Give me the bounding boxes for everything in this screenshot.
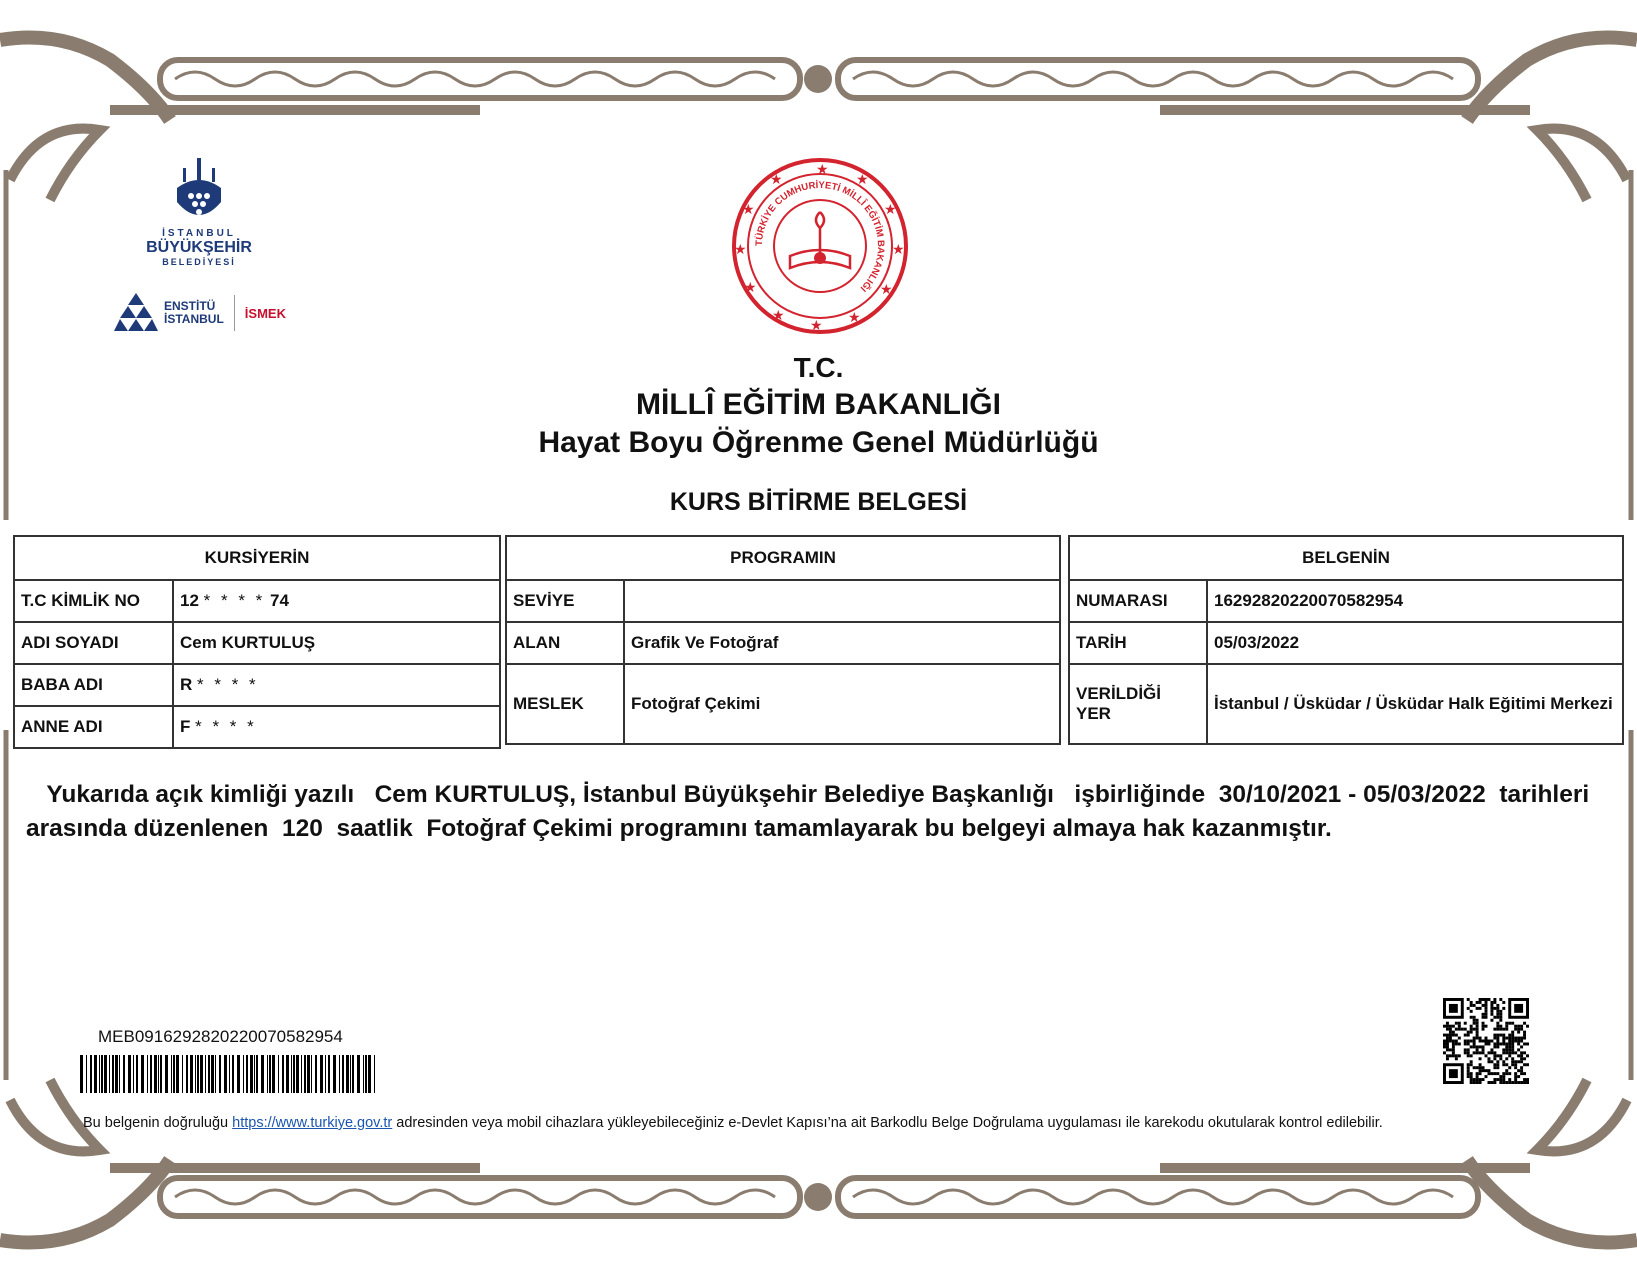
certificate-statement: Yukarıda açık kimliği yazılı Cem KURTULUŞ, İstanbul Büyükşehir Belediye Başkanlığı işbirliğinde 30/10/2021 - 05/03/2022 tarihleri arasında düzenlenen 120 saatlik Fotoğraf Çekimi programını tamamlayarak bu belgeyi almaya hak kazanmıştır. bbox=[26, 781, 1596, 842]
field-value: Grafik Ve Fotoğraf bbox=[624, 622, 1060, 664]
footer-text-after: adresinden veya mobil cihazlara yükleyebileceğiniz e-Devlet Kapısı’na ait Barkodlu Belge Doğrulama uygulaması ile karekodu okutularak kontrol edilebilir. bbox=[392, 1115, 1383, 1131]
place-value: İstanbul / Üsküdar / Üsküdar Halk Eğitimi Merkezi bbox=[1207, 664, 1623, 744]
table-row bbox=[14, 622, 500, 664]
table-row bbox=[1069, 622, 1623, 664]
program-table bbox=[505, 535, 1061, 745]
logo-divider bbox=[234, 295, 235, 331]
father-stars: * * * * bbox=[197, 675, 259, 694]
program-heading: PROGRAMIN bbox=[506, 536, 1060, 580]
directorate-title: Hayat Boyu Öğrenme Genel Müdürlüğü bbox=[538, 426, 1099, 459]
field-label: ALAN bbox=[506, 622, 624, 664]
svg-text:★: ★ bbox=[734, 241, 747, 257]
verification-note bbox=[83, 1115, 1383, 1131]
ibb-line1: İSTANBUL bbox=[162, 228, 236, 239]
tc-stars: * * * * bbox=[203, 591, 266, 610]
svg-text:★: ★ bbox=[744, 279, 757, 295]
table-row bbox=[14, 664, 500, 706]
enstitu-triangle-icon bbox=[114, 293, 158, 333]
table-row bbox=[506, 664, 1060, 744]
level-value bbox=[624, 580, 1060, 622]
mother-value bbox=[173, 706, 500, 748]
svg-text:★: ★ bbox=[880, 281, 893, 297]
name-value: Cem KURTULUŞ bbox=[173, 622, 500, 664]
svg-text:★: ★ bbox=[848, 309, 861, 325]
mother-label: ANNE ADI bbox=[14, 706, 173, 748]
ibb-line2: BÜYÜKŞEHİR bbox=[146, 239, 252, 256]
qr-code-icon[interactable] bbox=[1443, 998, 1529, 1084]
meb-seal-icon bbox=[730, 156, 910, 336]
name-label: ADI SOYADI bbox=[14, 622, 173, 664]
mother-stars: * * * * bbox=[195, 717, 257, 736]
mother-initial: F bbox=[180, 717, 191, 736]
document-title: KURS BİTİRME BELGESİ bbox=[669, 488, 968, 516]
occupation-label: MESLEK bbox=[506, 664, 624, 744]
number-label: NUMARASI bbox=[1069, 580, 1207, 622]
certificate-table bbox=[1068, 535, 1624, 745]
svg-text:★: ★ bbox=[892, 241, 905, 257]
ibb-emblem-icon bbox=[169, 158, 229, 226]
svg-text:★: ★ bbox=[742, 201, 755, 217]
barcode-number: MEB0916292820220070582954 bbox=[98, 1027, 343, 1046]
trainee-table bbox=[13, 535, 501, 749]
enstitu-line1: ENSTİTÜ bbox=[164, 299, 216, 313]
country-title: T.C. bbox=[793, 352, 844, 383]
svg-text:★: ★ bbox=[856, 171, 869, 187]
table-row bbox=[14, 706, 500, 748]
svg-text:★: ★ bbox=[770, 171, 783, 187]
svg-text:★: ★ bbox=[816, 161, 829, 177]
number-value: 16292820220070582954 bbox=[1207, 580, 1623, 622]
table-row bbox=[14, 580, 500, 622]
table-row bbox=[506, 580, 1060, 622]
svg-text:★: ★ bbox=[772, 307, 785, 323]
place-label: VERİLDİĞİ YER bbox=[1069, 664, 1207, 744]
svg-text:★: ★ bbox=[810, 317, 823, 333]
tc-suffix: 74 bbox=[270, 591, 289, 610]
father-initial: R bbox=[180, 675, 193, 694]
table-row bbox=[506, 622, 1060, 664]
father-value bbox=[173, 664, 500, 706]
svg-text:★: ★ bbox=[884, 201, 897, 217]
barcode-icon bbox=[80, 1055, 380, 1093]
turkiye-gov-link[interactable]: https://www.turkiye.gov.tr bbox=[232, 1115, 393, 1131]
ibb-logo bbox=[140, 158, 258, 267]
occupation-value: Fotoğraf Çekimi bbox=[624, 664, 1060, 744]
certificate-heading: BELGENİN bbox=[1069, 536, 1623, 580]
ismek-text: İSMEK bbox=[244, 305, 286, 321]
seal-text: TÜRKİYE CUMHURİYETİ MİLLÎ EĞİTİM BAKANLIĞI bbox=[753, 179, 887, 294]
father-label: BABA ADI bbox=[14, 664, 173, 706]
trainee-heading: KURSİYERİN bbox=[14, 536, 500, 580]
date-value: 05/03/2022 bbox=[1207, 622, 1623, 664]
enstitu-line2: İSTANBUL bbox=[164, 312, 224, 326]
ministry-title: MİLLÎ EĞİTİM BAKANLIĞI bbox=[636, 388, 1001, 421]
tc-label: T.C KİMLİK NO bbox=[14, 580, 173, 622]
ibb-line3: BELEDİYESİ bbox=[162, 257, 236, 267]
table-row bbox=[1069, 664, 1623, 744]
level-label: SEVİYE bbox=[506, 580, 624, 622]
table-row bbox=[1069, 580, 1623, 622]
tc-prefix: 12 bbox=[180, 591, 199, 610]
enstitu-ismek-logo bbox=[114, 293, 286, 333]
date-label: TARİH bbox=[1069, 622, 1207, 664]
footer-text-before: Bu belgenin doğruluğu bbox=[83, 1115, 233, 1131]
tc-value bbox=[173, 580, 500, 622]
